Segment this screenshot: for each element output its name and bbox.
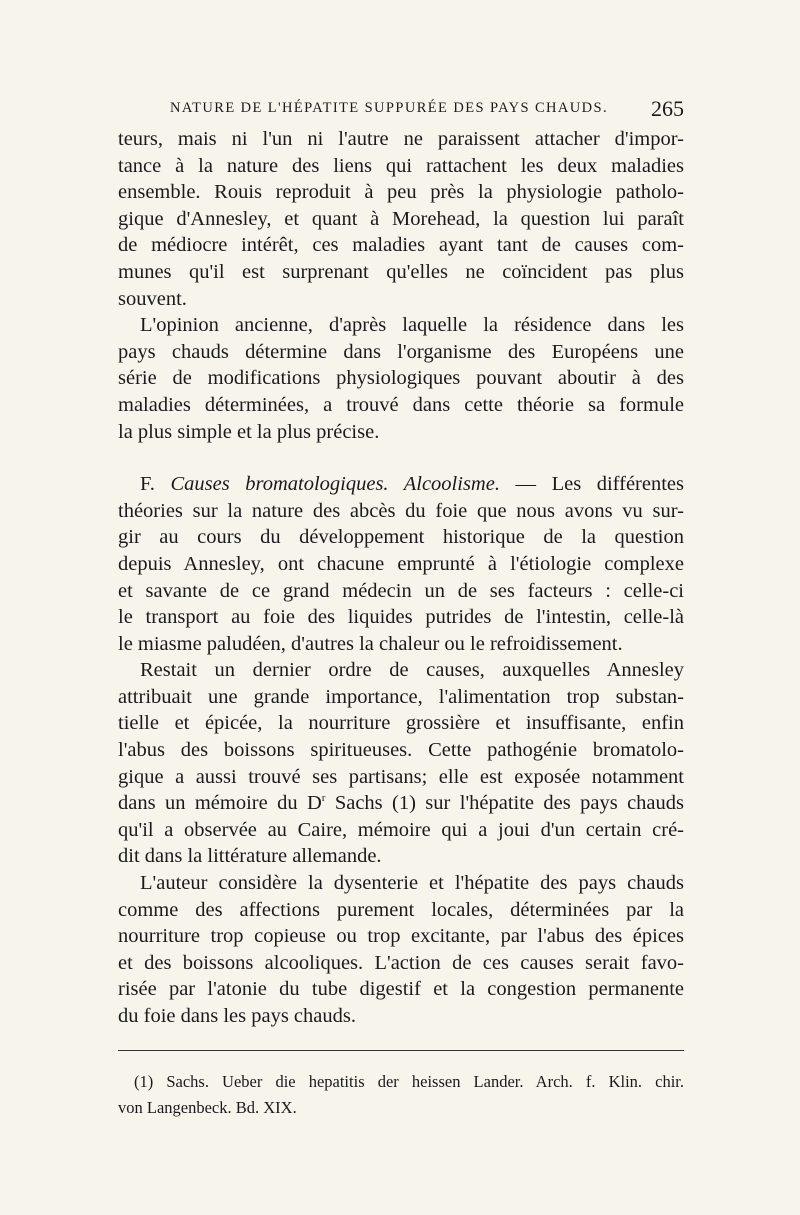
section-heading [118, 471, 684, 498]
text-line: L'auteur considère la dysenterie et l'hépatite des pays chauds [140, 872, 684, 895]
footnote-rule [118, 1050, 684, 1051]
section-dash: — [515, 473, 537, 496]
text-line: et savante de ce grand médecin un de ses facteurs : celle-ci [118, 579, 684, 602]
text-line: nourriture trop copieuse ou trop excitante, par l'abus des épices [118, 925, 684, 948]
text-line: gir au cours du développement historique de la question [118, 526, 684, 549]
text-line: L'opinion ancienne, d'après laquelle la résidence dans les [140, 314, 684, 337]
text-line: comme des affections purement locales, déterminées par la [118, 898, 684, 921]
section-gap [118, 445, 684, 471]
text-line: souvent. [118, 287, 187, 310]
running-head: NATURE DE L'HÉPATITE SUPPURÉE DES PAYS CHAUDS. [170, 100, 609, 116]
text-line: tance à la nature des liens qui rattachent les deux maladies [118, 154, 684, 177]
text-line: attribuait une grande importance, l'alimentation trop substan- [118, 685, 684, 708]
sachs-ref-before: dans un mémoire du D [118, 792, 322, 815]
text-line: et des boissons alcooliques. L'action de ces causes serait favo- [118, 951, 684, 974]
text-line: ensemble. Rouis reproduit à peu près la physiologie patholo- [118, 181, 684, 204]
text-line: Restait un dernier ordre de causes, auxquelles Annesley [140, 659, 684, 682]
sachs-ref-after: Sachs (1) sur l'hépatite des pays chauds [325, 792, 684, 815]
text-line: l'abus des boissons spiritueuses. Cette pathogénie bromatolo- [118, 739, 684, 762]
text-line: pays chauds détermine dans l'organisme des Européens une [118, 340, 684, 363]
section-first-line: Les différentes [551, 473, 684, 496]
text-line: qu'il a observée au Caire, mémoire qui a joui d'un certain cré- [118, 818, 684, 841]
footnote [118, 1069, 684, 1121]
text-line: munes qu'il est surprenant qu'elles ne coïncident pas plus [118, 260, 684, 283]
text-line: série de modifications physiologiques pouvant aboutir à des [118, 367, 684, 390]
page-header [170, 96, 684, 126]
text-line [118, 790, 684, 817]
text-line: maladies déterminées, a trouvé dans cette théorie sa formule [118, 393, 684, 416]
text-line: du foie dans les pays chauds. [118, 1005, 356, 1027]
section-label: F. [140, 473, 155, 496]
sachs-ref-sup: r [321, 792, 326, 805]
text-line: teurs, mais ni l'un ni l'autre ne paraissent attacher d'impor- [118, 128, 684, 150]
text-line: dit dans la littérature allemande. [118, 845, 382, 868]
body-text [118, 126, 684, 1030]
text-line: le miasme paludéen, d'autres la chaleur ou le refroidissement. [118, 632, 623, 655]
text-line: risée par l'atonie du tube digestif et la congestion permanente [118, 978, 684, 1001]
text-line: gique d'Annesley, et quant à Morehead, la question lui paraît [118, 207, 684, 230]
text-line: théories sur la nature des abcès du foie que nous avons vu sur- [118, 499, 684, 522]
text-line: tielle et épicée, la nourriture grossière et insuffisante, enfin [118, 712, 684, 735]
text-line: depuis Annesley, ont chacune emprunté à l'étiologie complexe [118, 552, 684, 575]
page-number: 265 [651, 96, 684, 121]
footnote-line: von Langenbeck. Bd. XIX. [118, 1098, 297, 1117]
text-line: le transport au foie des liquides putrides de l'intestin, celle-là [118, 606, 684, 629]
footnote-line: (1) Sachs. Ueber die hepatitis der heissen Lander. Arch. f. Klin. chir. [134, 1072, 684, 1091]
section-title: Causes bromatologiques. Alcoolisme. [170, 473, 500, 496]
text-line: gique a aussi trouvé ses partisans; elle est exposée notamment [118, 765, 684, 788]
text-line: la plus simple et la plus précise. [118, 420, 380, 443]
text-line: de médiocre intérêt, ces maladies ayant tant de causes com- [118, 234, 684, 257]
